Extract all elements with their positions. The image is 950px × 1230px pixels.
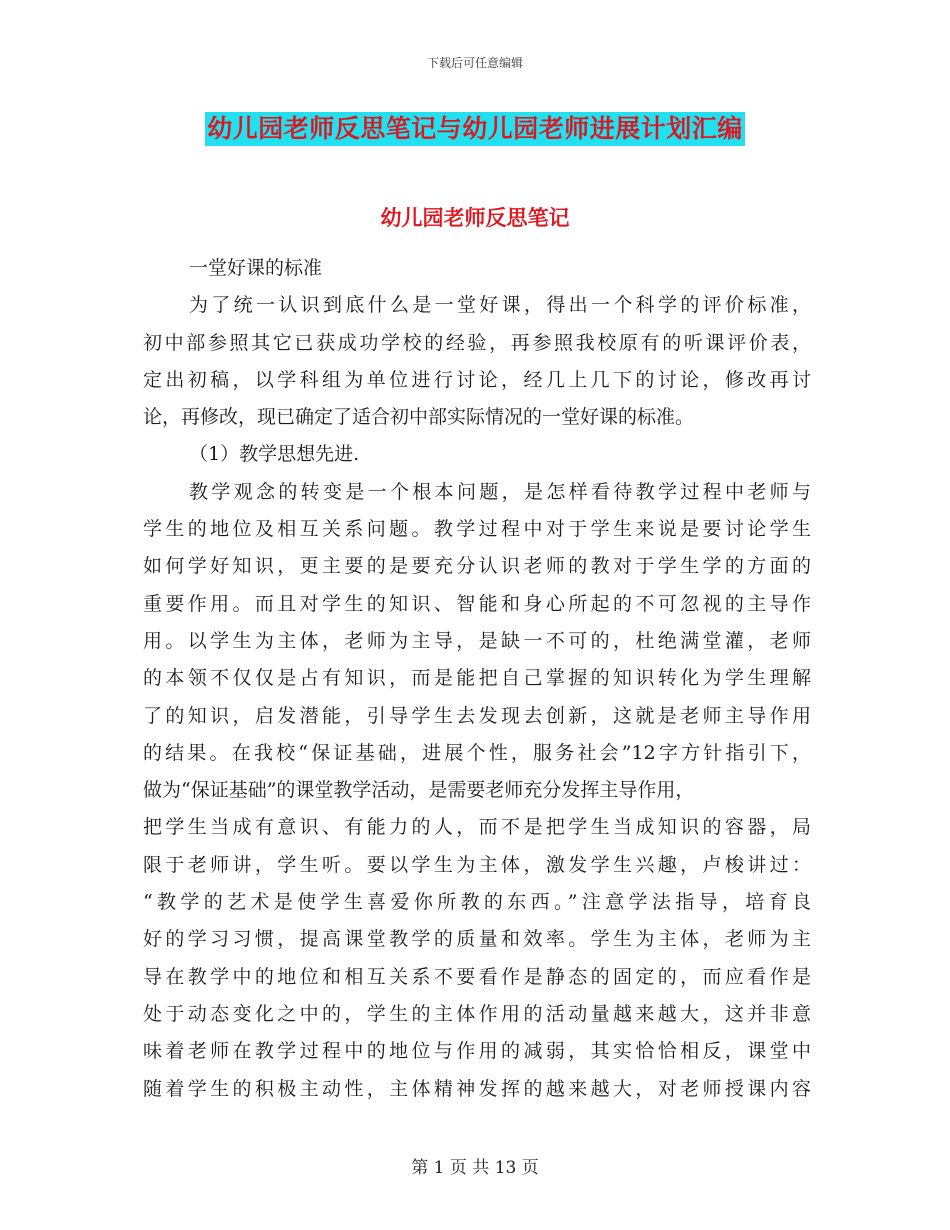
page-footer: 第 1 页 共 13 页 <box>411 1158 539 1178</box>
paragraph-line: 论，再修改，现已确定了适合初中部实际情况的一堂好课的标准。 <box>143 406 695 429</box>
paragraph-line: 味着老师在教学过程中的地位与作用的减弱，其实恰恰相反，课堂中 <box>143 1040 811 1063</box>
paragraph-line: 重要作用。而且对学生的知识、智能和身心所起的不可忽视的主导作 <box>143 592 811 615</box>
paragraph-line: 如何学好知识，更主要的是要充分认识老师的教对于学生学的方面的 <box>143 555 811 578</box>
paragraph-line: 用。以学生为主体，老师为主导，是缺一不可的，杜绝满堂灌，老师 <box>143 629 811 652</box>
paragraph-line: 限于老师讲，学生听。要以学生为主体，激发学生兴趣，卢梭讲过： <box>143 853 811 876</box>
main-title-container <box>0 112 950 146</box>
paragraph-line: 好的学习习惯，提高课堂教学的质量和效率。学生为主体，老师为主 <box>143 928 811 951</box>
paragraph-line: 了的知识，启发潜能，引导学生去发现去创新，这就是老师主导作用 <box>143 704 811 727</box>
paragraph-line: “教学的艺术是使学生喜爱你所教的东西。”注意学法指导，培育良 <box>143 891 811 914</box>
paragraph-line: 初中部参照其它已获成功学校的经验，再参照我校原有的听课评价表， <box>143 331 811 354</box>
paragraph-line: 教学观念的转变是一个根本问题，是怎样看待教学过程中老师与 <box>189 480 811 503</box>
paragraph-line: 导在教学中的地位和相互关系不要看作是静态的固定的，而应看作是 <box>143 965 811 988</box>
paragraph-line: 的结果。在我校“保证基础，进展个性，服务社会”12字方针指引下， <box>143 741 811 764</box>
paragraph-line: 把学生当成有意识、有能力的人，而不是把学生当成知识的容器，局 <box>143 816 811 839</box>
section-title: 幼儿园老师反思笔记 <box>380 206 570 230</box>
paragraph-line: （1）教学思想先进. <box>189 443 360 466</box>
page-header-note: 下载后可任意编辑 <box>426 56 523 70</box>
paragraph-line: 做为“保证基础”的课堂教学活动，是需要老师充分发挥主导作用， <box>143 779 695 802</box>
paragraph-line: 一堂好课的标准 <box>189 257 323 279</box>
main-title: 幼儿园老师反思笔记与幼儿园老师进展计划汇编 <box>205 112 745 146</box>
body-text <box>143 250 811 1108</box>
paragraph-line: 的本领不仅仅是占有知识，而是能把自己掌握的知识转化为学生理解 <box>143 667 811 690</box>
paragraph-line: 定出初稿，以学科组为单位进行讨论，经几上几下的讨论，修改再讨 <box>143 368 811 391</box>
paragraph-line: 为了统一认识到底什么是一堂好课，得出一个科学的评价标准， <box>189 294 811 317</box>
paragraph-line: 学生的地位及相互关系问题。教学过程中对于学生来说是要讨论学生 <box>143 518 811 541</box>
paragraph-line: 处于动态变化之中的，学生的主体作用的活动量越来越大，这并非意 <box>143 1002 811 1025</box>
paragraph-line: 随着学生的积极主动性，主体精神发挥的越来越大，对老师授课内容 <box>143 1077 811 1100</box>
